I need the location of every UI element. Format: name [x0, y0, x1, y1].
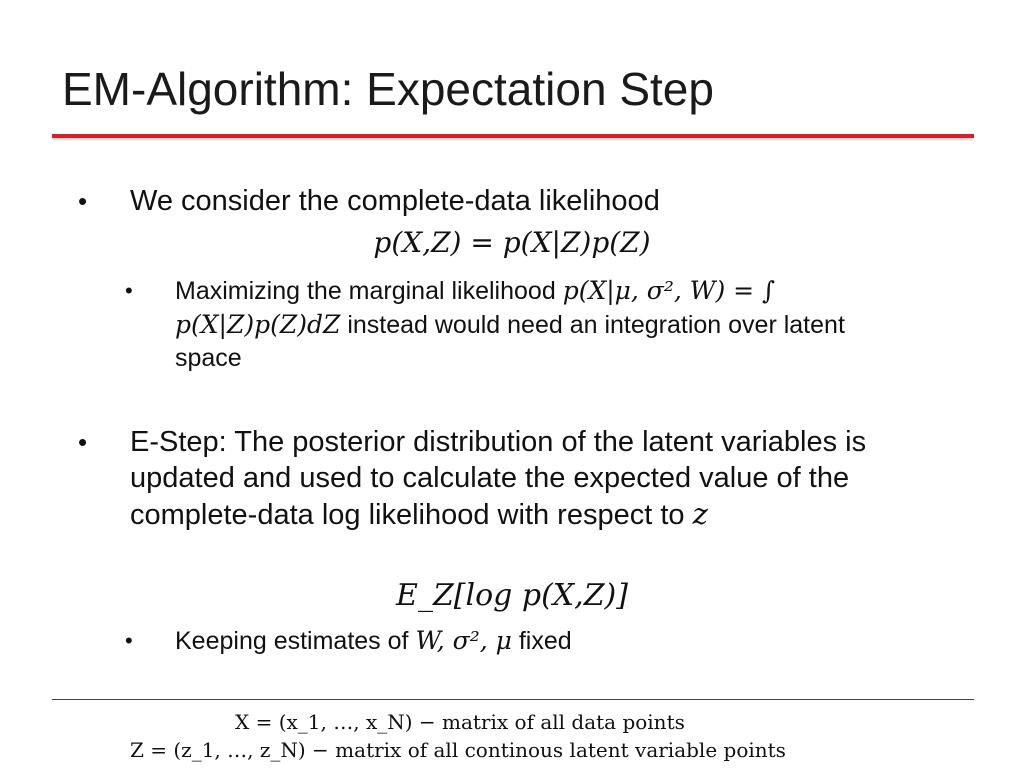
equation-complete-likelihood: p(X,Z) = p(X|Z)p(Z): [373, 226, 651, 259]
bullet-dot: •: [78, 186, 88, 216]
subbullet-text-pre: Maximizing the marginal likelihood: [175, 277, 556, 305]
subbullet-text-post: instead would need an integration over latent space: [175, 311, 845, 372]
bullet-dot: •: [78, 427, 88, 457]
footnote-divider: [52, 699, 974, 700]
equation-expectation: E_Z[log p(X,Z)]: [396, 578, 628, 613]
subbullet-text-post: fixed: [518, 627, 572, 655]
footnote-x-definition: X = (x_1, …, x_N) − matrix of all data points: [235, 710, 685, 734]
slide-title: EM-Algorithm: Expectation Step: [62, 63, 714, 115]
footnote-z-definition: Z = (z_1, …, z_N) − matrix of all continous latent variable points: [130, 738, 786, 762]
subbullet-dot: •: [125, 278, 133, 303]
subbullet-marginal-likelihood: [125, 274, 915, 375]
subbullet-dot: •: [125, 628, 133, 653]
marginal-likelihood-formula: p(X|μ, σ², W) = ∫ p(X|Z)p(Z)dZ: [175, 276, 776, 339]
subbullet-text-pre: Keeping estimates of: [175, 627, 409, 655]
bullet-text: E-Step: The posterior distribution of the latent variables is updated and used to calculate the expected value of the complete-data log likelihood with respect to: [130, 426, 867, 531]
bullet-complete-data-likelihood: [78, 183, 930, 219]
bullet-e-step: [78, 424, 930, 533]
title-underline: [52, 134, 974, 138]
fixed-parameters: W, σ², μ: [415, 626, 512, 655]
bullet-text: We consider the complete-data likelihood: [130, 185, 660, 217]
variable-z: z: [692, 497, 708, 531]
subbullet-keeping-estimates: [125, 624, 915, 658]
